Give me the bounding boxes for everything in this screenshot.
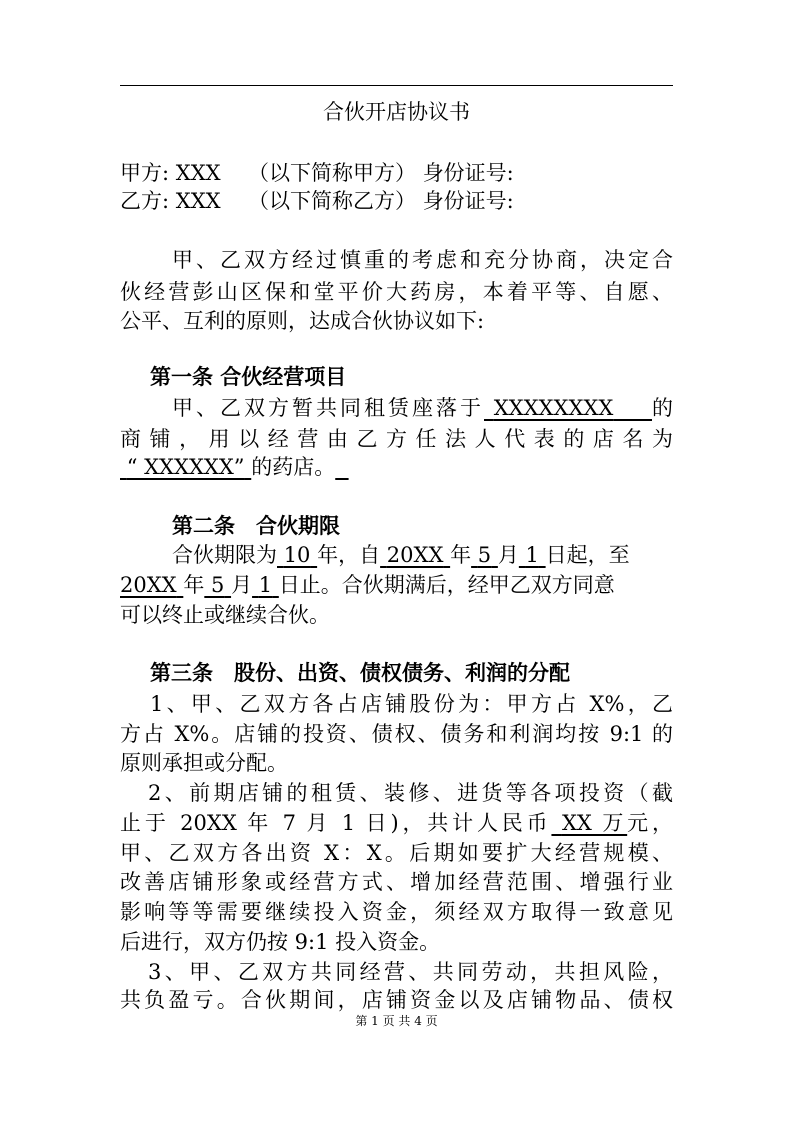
header-rule bbox=[120, 85, 673, 86]
article-3-p2-line-2: 止于 20XX 年 7 月 1 日)，共计人民币 XX 万元， bbox=[120, 811, 673, 835]
store-name-blank: “ XXXXXX” bbox=[126, 455, 245, 479]
article-3-p2-line-5: 影响等等需要继续投入资金，须经双方取得一致意见 bbox=[120, 900, 673, 924]
article-3-heading: 第三条 股份、出资、债权债务、利润的分配 bbox=[150, 660, 570, 685]
intro-line-3: 公平、互利的原则，达成合伙协议如下: bbox=[120, 309, 485, 333]
article-2-line-2: 20XX 年 5 月 1 日止。合伙期满后，经甲乙双方同意 bbox=[120, 573, 615, 597]
intro-line-2: 伙经营彭山区保和堂平价大药房，本着平等、自愿、 bbox=[120, 280, 673, 304]
article-3-p3-line-1: 3、甲、乙双方共同经营、共同劳动，共担风险， bbox=[148, 960, 673, 984]
article-3-p2-line-4: 改善店铺形象或经营方式、增加经营范围、增强行业 bbox=[120, 870, 673, 894]
party-a-id-label: 身份证号: bbox=[422, 161, 514, 185]
term-years: 10 bbox=[283, 543, 311, 567]
party-b-name: XXX bbox=[175, 189, 221, 213]
end-day: 1 bbox=[258, 573, 273, 597]
article-1-text-end: 的 bbox=[652, 396, 673, 420]
article-1-heading: 第一条 合伙经营项目 bbox=[150, 364, 347, 389]
article-1-text: 甲、乙双方暂共同租赁座落于 bbox=[172, 396, 484, 420]
start-day: 1 bbox=[525, 543, 539, 567]
party-a-name: XXX bbox=[175, 161, 221, 185]
intro-line-1: 甲、乙双方经过慎重的考虑和充分协商，决定合 bbox=[172, 248, 673, 272]
address-blank: XXXXXXXX bbox=[493, 396, 614, 420]
investment-amount: XX 万 bbox=[561, 811, 628, 835]
party-a-note: （以下简称甲方） bbox=[248, 161, 416, 185]
article-2-line-3: 可以终止或继续合伙。 bbox=[120, 603, 330, 627]
start-year: 20XX bbox=[386, 543, 444, 567]
article-3-p1-line-3: 原则承担或分配。 bbox=[120, 751, 288, 775]
end-year: 20XX bbox=[120, 573, 177, 597]
party-a-label: 甲方: bbox=[120, 161, 170, 185]
start-month: 5 bbox=[477, 543, 492, 567]
page-footer: 第 1 页 共 4 页 bbox=[355, 1014, 438, 1028]
article-3-p3-line-2: 共负盈亏。合伙期间，店铺资金以及店铺物品、债权 bbox=[120, 988, 673, 1012]
article-3-p1-line-2: 方占 X%。店铺的投资、债权、债务和利润均按 9:1 的 bbox=[120, 722, 673, 746]
document-title: 合伙开店协议书 bbox=[323, 100, 470, 124]
article-3-p1-line-1: 1、甲、乙双方各占店铺股份为：甲方占 X%，乙 bbox=[150, 692, 673, 716]
article-3-p2-line-1: 2、前期店铺的租赁、装修、进货等各项投资（截 bbox=[148, 781, 673, 805]
party-b-line bbox=[120, 183, 673, 219]
article-2-line-1: 合伙期限为 10 年，自 20XX 年 5 月 1 日起，至 bbox=[172, 543, 630, 567]
article-3-p2-line-6: 后进行，双方仍按 9:1 投入资金。 bbox=[120, 930, 441, 954]
article-1-line-3 bbox=[120, 449, 673, 485]
end-month: 5 bbox=[211, 573, 225, 597]
party-b-note: （以下简称乙方） bbox=[248, 189, 416, 213]
article-3-p2-line-3: 甲、乙双方各出资 X：X。后期如要扩大经营规模、 bbox=[120, 841, 673, 865]
party-b-id-label: 身份证号: bbox=[422, 189, 514, 213]
article-2-heading: 第二条 合伙期限 bbox=[172, 513, 340, 538]
article-1-line-2: 商铺，用以经营由乙方任法人代表的店名为 bbox=[120, 427, 673, 451]
article-1-line-3-text: 的药店。 bbox=[251, 455, 336, 479]
party-b-label: 乙方: bbox=[120, 189, 170, 213]
